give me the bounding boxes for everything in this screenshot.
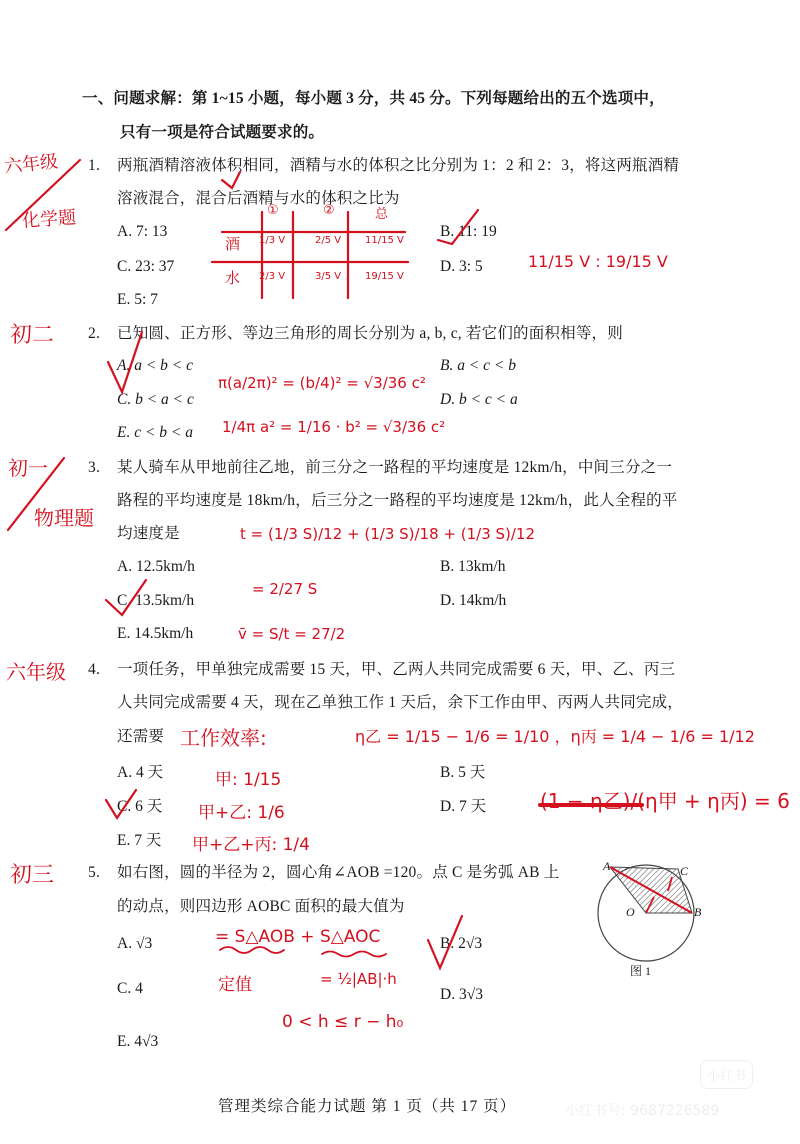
option-c: C. b < a < c <box>117 391 194 408</box>
question-text-line: 的动点，则四边形 AOBC 面积的最大值为 <box>117 898 405 915</box>
table-header: 总 <box>375 207 389 222</box>
option-b: B. 5 天 <box>440 764 486 781</box>
question-text-line: 均速度是 <box>117 525 180 542</box>
figure-label-c: C <box>680 864 689 878</box>
question-number: 3. <box>88 459 101 476</box>
table-cell: 1/3 V <box>259 235 286 246</box>
option-b: B. 13km/h <box>440 558 506 575</box>
question-number: 2. <box>88 325 101 342</box>
annotation-q4-jiayibing: 甲+乙+丙: 1/4 <box>192 835 310 855</box>
option-d: D. 14km/h <box>440 592 507 609</box>
annotation-q5-grade: 初三 <box>10 863 55 888</box>
annotation-q2-eq2: 1/4π a² = 1/16 · b² = √3/36 c² <box>222 418 446 436</box>
option-e: E. 4√3 <box>117 1033 159 1050</box>
annotation-q1-type: 化学题 <box>21 207 77 232</box>
option-b: B. 11: 19 <box>440 223 497 240</box>
option-e: E. 14.5km/h <box>117 625 194 642</box>
table-cell: 11/15 V <box>365 235 404 246</box>
option-b: B. a < c < b <box>440 357 517 374</box>
figure-label-a: A <box>603 859 611 873</box>
annotation-q5-half: = ½|AB|·h <box>320 970 397 988</box>
section-header-line1: 一、问题求解：第 1~15 小题，每小题 3 分，共 45 分。下列每题给出的五个选项中， <box>82 90 665 107</box>
figure-caption: 图 1 <box>630 964 652 978</box>
question-text-line: 一项任务，甲单独完成需要 15 天，甲、乙两人共同完成需要 6 天，甲、乙、丙三 <box>117 661 676 678</box>
annotation-q1-table <box>215 205 410 297</box>
annotation-q3-time-result: = 2/27 S <box>252 580 318 598</box>
table-row-label: 酒 <box>225 235 241 253</box>
option-d: D. b < c < a <box>440 391 518 408</box>
question-text-line: 人共同完成需要 4 天，现在乙单独工作 1 天后，余下工作由甲、丙两人共同完成， <box>117 694 684 711</box>
option-e: E. 7 天 <box>117 832 162 849</box>
annotation-q5-area-sum: = S△AOB + S△AOC <box>215 927 381 947</box>
page-footer: 管理类综合能力试题 第 1 页（共 17 页） <box>218 1098 517 1115</box>
option-e: E. 5: 7 <box>117 291 158 308</box>
question-number: 5. <box>88 864 101 881</box>
option-d: D. 3: 5 <box>440 258 483 275</box>
table-cell: 2/3 V <box>259 271 286 282</box>
table-header: ② <box>323 203 335 218</box>
table-cell: 19/15 V <box>365 271 404 282</box>
annotation-q2-grade: 初二 <box>10 323 55 348</box>
question-text-line: 两瓶酒精溶液体积相同，酒精与水的体积之比分别为 1：2 和 2：3，将这两瓶酒精 <box>117 157 680 174</box>
annotation-q4-formula: (1 − η乙)/(η甲 + η丙) = 6 <box>540 789 790 813</box>
option-c: C. 6 天 <box>117 798 163 815</box>
option-d: D. 3√3 <box>440 986 483 1003</box>
annotation-q2-eq1: π(a/2π)² = (b/4)² = √3/36 c² <box>218 374 426 392</box>
annotation-q5-fixed: 定值 <box>218 975 252 995</box>
option-b: B. 2√3 <box>440 935 483 952</box>
option-c: C. 13.5km/h <box>117 592 195 609</box>
annotation-q4-jiayi: 甲+乙: 1/6 <box>198 803 285 823</box>
annotation-q3-type: 物理题 <box>34 506 94 530</box>
table-header: ① <box>267 203 279 218</box>
option-d: D. 7 天 <box>440 798 487 815</box>
annotation-q4-grade: 六年级 <box>6 660 66 684</box>
watermark-logo: 小红书 <box>700 1060 753 1089</box>
option-a: A. √3 <box>117 935 153 952</box>
annotation-q3-grade: 初一 <box>8 456 48 480</box>
option-a: A. 4 天 <box>117 764 164 781</box>
question-text-line: 已知圆、正方形、等边三角形的周长分别为 a, b, c, 若它们的面积相等，则 <box>117 325 623 342</box>
option-e: E. c < b < a <box>117 424 194 441</box>
question-text-line: 某人骑车从甲地前往乙地，前三分之一路程的平均速度是 12km/h，中间三分之一 <box>117 459 673 476</box>
figure-label-o: O <box>626 905 635 919</box>
figure-label-b: B <box>694 905 702 919</box>
question-number: 4. <box>88 661 101 678</box>
table-cell: 3/5 V <box>315 271 342 282</box>
section-header-line2: 只有一项是符合试题要求的。 <box>120 124 325 141</box>
annotation-q5-range: 0 < h ≤ r − h₀ <box>282 1012 404 1032</box>
question-text-line: 溶液混合，混合后酒精与水的体积之比为 <box>117 190 400 207</box>
option-a: A. 12.5km/h <box>117 558 195 575</box>
question-text-line: 还需要 <box>117 728 165 745</box>
table-row-label: 水 <box>225 269 241 287</box>
question-text-line: 如右图，圆的半径为 2，圆心角∠AOB =120。点 C 是劣弧 AB 上 <box>117 864 560 881</box>
option-c: C. 4 <box>117 980 143 997</box>
annotation-q3-velocity: v̄ = S/t = 27/2 <box>238 625 346 643</box>
annotation-q4-label: 工作效率: <box>180 726 267 750</box>
table-cell: 2/5 V <box>315 235 342 246</box>
option-a: A. a < b < c <box>117 357 194 374</box>
annotation-q1-grade: 六年级 <box>3 151 60 178</box>
question-number: 1. <box>88 157 101 174</box>
annotation-q1-ratio: 11/15 V : 19/15 V <box>528 252 668 271</box>
annotation-q3-time: t = (1/3 S)/12 + (1/3 S)/18 + (1/3 S)/12 <box>240 525 536 543</box>
question-text-line: 路程的平均速度是 18km/h，后三分之一路程的平均速度是 12km/h，此人全程的平 <box>117 492 678 509</box>
annotation-q4-jia: 甲: 1/15 <box>215 770 282 790</box>
watermark-id: 小红书号: 9687226589 <box>565 1103 720 1119</box>
option-c: C. 23: 37 <box>117 258 175 275</box>
option-a: A. 7: 13 <box>117 223 168 240</box>
annotation-q4-efficiency: η乙 = 1/15 − 1/6 = 1/10 ，η丙 = 1/4 − 1/6 = 1/12 <box>355 727 755 746</box>
